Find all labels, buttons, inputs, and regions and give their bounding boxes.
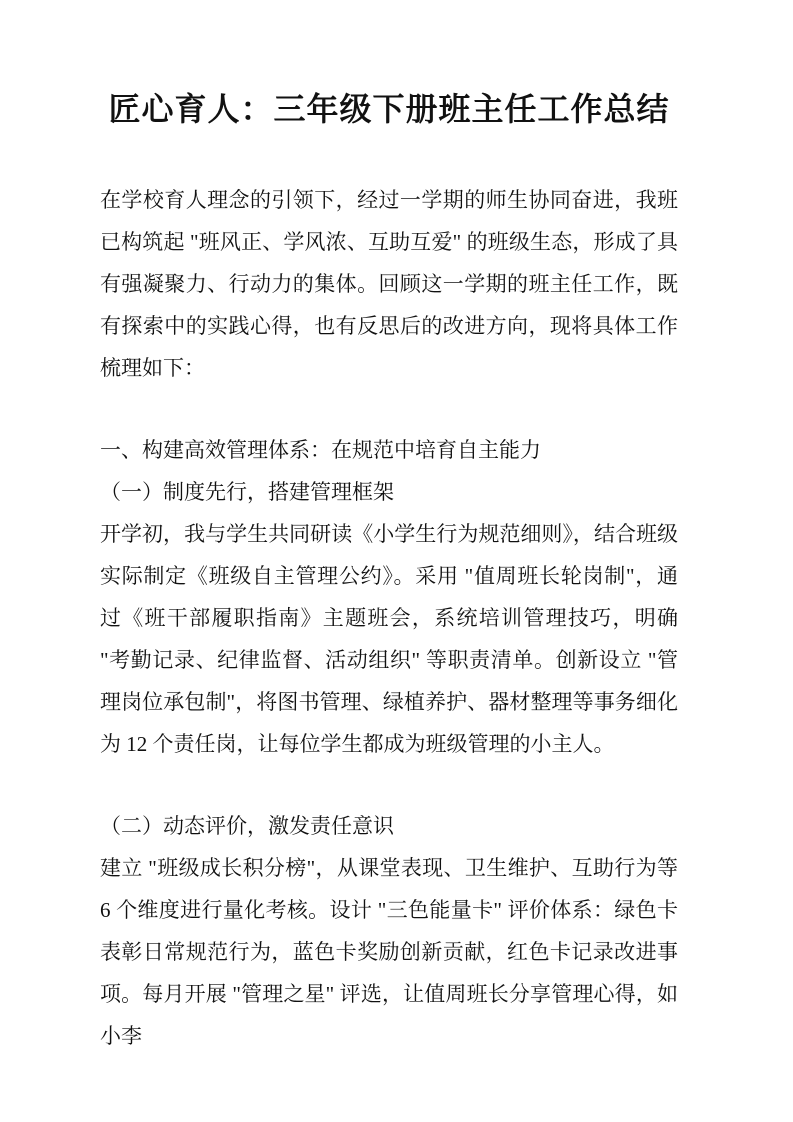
document-title: 匠心育人：三年级下册班主任工作总结 (108, 91, 670, 127)
section-1-sub-1-paragraph: 开学初，我与学生共同研读《小学生行为规范细则》，结合班级实际制定《班级自主管理公约》。采用 "值周班长轮岗制"，通过《班干部履职指南》主题班会，系统培训管理技巧，明确 "考勤记录、纪律监督、活动组织" 等职责清单。创新设立 "管理岗位承包制"，将图书管理、绿植养护、器材整理等事务细化为 12 个责任岗，让每位学生都成为班级管理的小主人。 (100, 522, 678, 756)
section-1-heading: 一、构建高效管理体系：在规范中培育自主能力 (100, 438, 541, 462)
section-1-sub-1-heading: （一）制度先行，搭建管理框架 (100, 480, 394, 504)
intro-paragraph: 在学校育人理念的引领下，经过一学期的师生协同奋进，我班已构筑起 "班风正、学风浓、互助互爱" 的班级生态，形成了具有强凝聚力、行动力的集体。回顾这一学期的班主任工作，既有探索中的实践心得，也有反思后的改进方向，现将具体工作梳理如下： (100, 188, 678, 380)
section-1-sub-2-paragraph: 建立 "班级成长积分榜"，从课堂表现、卫生维护、互助行为等 6 个维度进行量化考核。设计 "三色能量卡" 评价体系：绿色卡表彰日常规范行为，蓝色卡奖励创新贡献，红色卡记录改进事项。每月开展 "管理之星" 评选，让值周班长分享管理心得，如小李 (100, 856, 678, 1048)
section-1-sub-2-heading: （二）动态评价，激发责任意识 (100, 814, 394, 838)
